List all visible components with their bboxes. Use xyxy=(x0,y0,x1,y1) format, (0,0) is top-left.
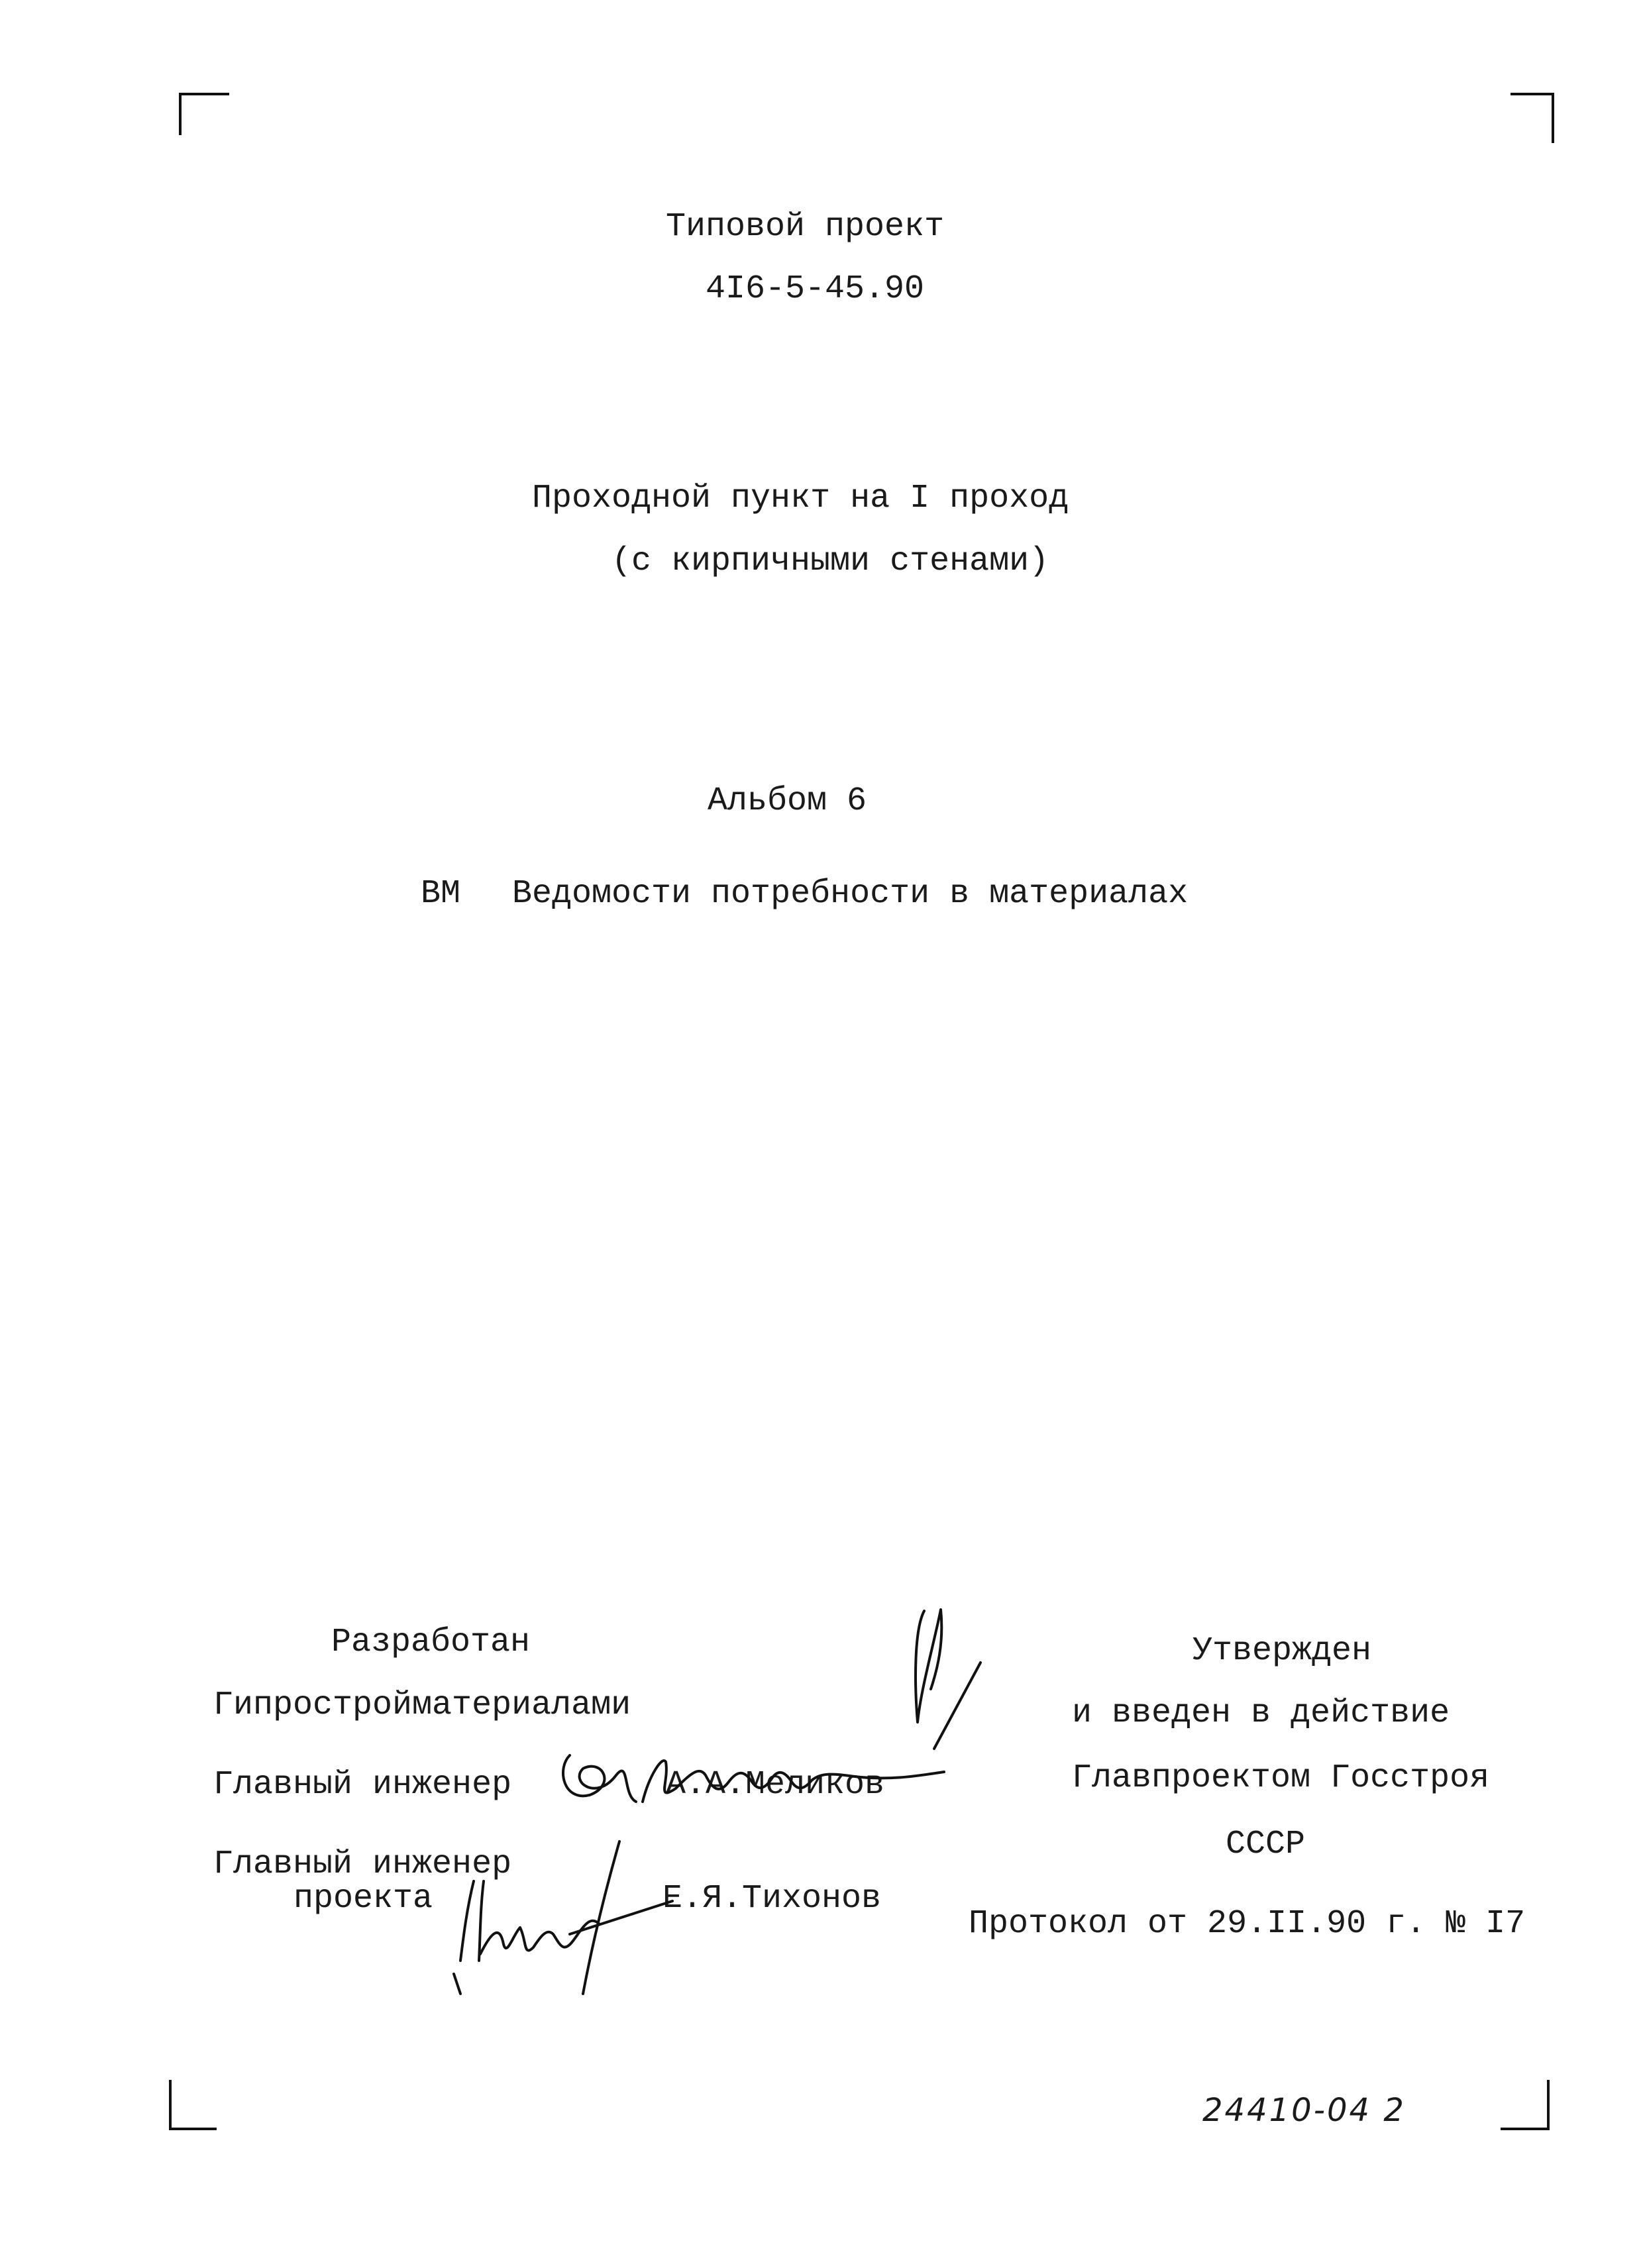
project-engineer-name: Е.Я.Тихонов xyxy=(662,1880,882,1918)
project-number: 4I6-5-45.90 xyxy=(706,270,925,308)
crop-mark-bottom-left xyxy=(169,2080,217,2130)
album-label: Альбом 6 xyxy=(708,782,867,820)
crop-mark-top-right xyxy=(1510,93,1554,143)
developed-label: Разработан xyxy=(331,1624,531,1661)
approved-label: Утвержден xyxy=(1192,1632,1372,1670)
chief-engineer-role: Главный инженер xyxy=(213,1766,512,1804)
crop-mark-top-left xyxy=(179,93,229,135)
chief-engineer-name: А.А.Меликов xyxy=(666,1766,885,1804)
album-code: ВМ xyxy=(421,875,461,913)
album-description: Ведомости потребности в материалах xyxy=(512,875,1189,913)
document-title: Проходной пункт на I проход xyxy=(532,480,1069,517)
crop-mark-bottom-right xyxy=(1501,2080,1550,2130)
approval-country: СССР xyxy=(1226,1826,1306,1863)
project-engineer-role: Главный инженер xyxy=(213,1845,512,1883)
project-engineer-role-cont: проекта xyxy=(293,1880,433,1918)
inventory-number: 24410-04 2 xyxy=(1202,2092,1406,2129)
project-engineer-signature xyxy=(434,1835,686,2000)
approval-protocol: Протокол от 29.II.90 г. № I7 xyxy=(969,1905,1526,1943)
developer-organization: Гипростройматериалами xyxy=(213,1686,631,1724)
chief-engineer-signature xyxy=(543,1603,1007,1822)
approval-authority: Главпроектом Госстроя xyxy=(1072,1759,1490,1797)
project-series: Типовой проект xyxy=(666,208,945,246)
document-subtitle: (с кирпичными стенами) xyxy=(611,542,1049,580)
approval-entered: и введен в действие xyxy=(1072,1694,1450,1732)
